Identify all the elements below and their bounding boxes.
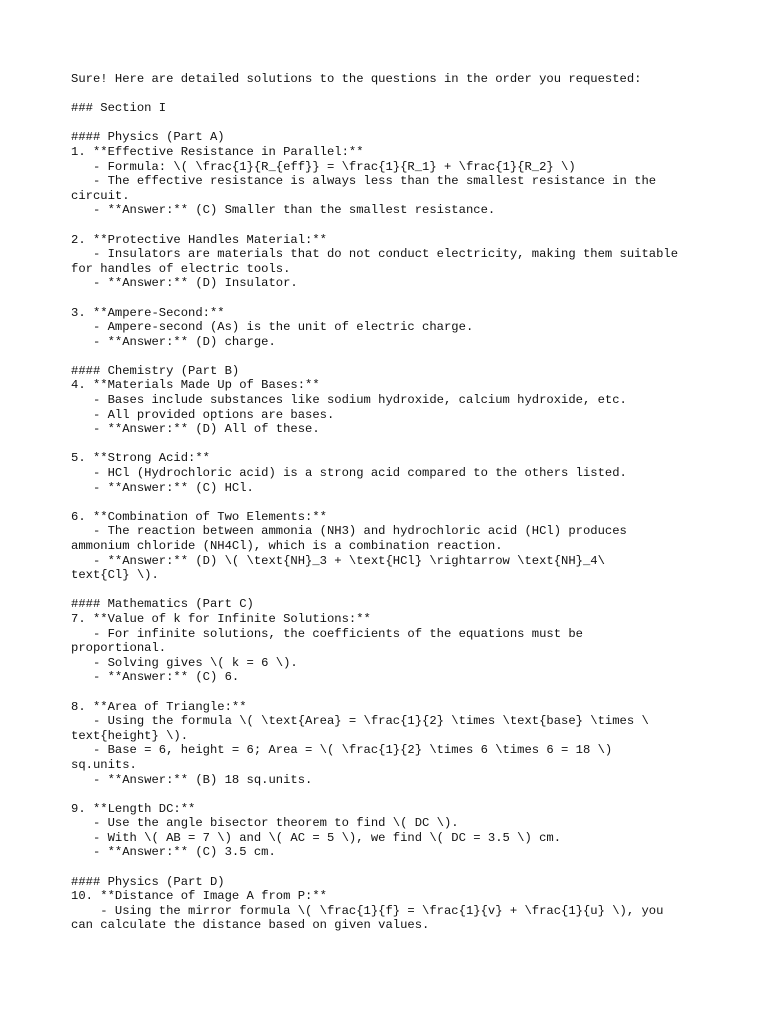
text-line: - Bases include substances like sodium hydroxide, calcium hydroxide, etc. [71, 393, 627, 408]
text-line: 5. **Strong Acid:** [71, 451, 210, 466]
text-line: - Using the formula \( \text{Area} = \frac{1}{2} \times \text{base} \times \ [71, 714, 649, 729]
text-line: sq.units. [71, 757, 137, 772]
text-line: - Using the mirror formula \( \frac{1}{f} = \frac{1}{v} + \frac{1}{u} \), you [71, 903, 664, 918]
text-line: text{height} \). [71, 728, 189, 743]
text-line [71, 437, 751, 452]
text-line: - Use the angle bisector theorem to find \( DC \). [71, 816, 459, 831]
text-line: - **Answer:** (C) HCl. [71, 480, 254, 495]
text-line [71, 860, 751, 875]
text-line: - **Answer:** (C) 3.5 cm. [71, 845, 276, 860]
text-line [71, 685, 751, 700]
text-line: - **Answer:** (D) All of these. [71, 422, 320, 437]
text-line [71, 116, 751, 131]
text-line: - Formula: \( \frac{1}{R_{eff}} = \frac{1}{R_1} + \frac{1}{R_2} \) [71, 159, 576, 174]
text-line: - **Answer:** (D) \( \text{NH}_3 + \text{HCl} \rightarrow \text{NH}_4\ [71, 553, 605, 568]
text-line: #### Mathematics (Part C) [71, 597, 254, 612]
text-line: - With \( AB = 7 \) and \( AC = 5 \), we find \( DC = 3.5 \) cm. [71, 830, 562, 845]
text-line: - Solving gives \( k = 6 \). [71, 655, 298, 670]
text-line: for handles of electric tools. [71, 261, 291, 276]
text-line: - Insulators are materials that do not conduct electricity, making them suitable [71, 247, 679, 262]
text-line: - The effective resistance is always less than the smallest resistance in the [71, 174, 657, 189]
text-line: circuit. [71, 188, 130, 203]
text-line [71, 218, 751, 233]
text-line: - For infinite solutions, the coefficients of the equations must be [71, 626, 583, 641]
text-line: - All provided options are bases. [71, 407, 335, 422]
text-line: 3. **Ampere-Second:** [71, 305, 225, 320]
text-line: #### Chemistry (Part B) [71, 363, 240, 378]
text-line [71, 495, 751, 510]
text-line: 2. **Protective Handles Material:** [71, 232, 327, 247]
text-line [71, 349, 751, 364]
text-line: #### Physics (Part D) [71, 874, 225, 889]
text-line: - **Answer:** (B) 18 sq.units. [71, 772, 313, 787]
text-line: - The reaction between ammonia (NH3) and hydrochloric acid (HCl) produces [71, 524, 627, 539]
text-line: #### Physics (Part A) [71, 130, 225, 145]
text-line: ammonium chloride (NH4Cl), which is a combination reaction. [71, 539, 503, 553]
text-line: - Base = 6, height = 6; Area = \( \frac{1}{2} \times 6 \times 6 = 18 \) [71, 743, 613, 758]
text-line: can calculate the distance based on given values. [71, 918, 430, 933]
text-line: text{Cl} \). [71, 568, 159, 583]
text-line: Sure! Here are detailed solutions to the questions in the order you requested: [71, 72, 642, 86]
text-line: - **Answer:** (C) 6. [71, 670, 240, 685]
text-line: 4. **Materials Made Up of Bases:** [71, 378, 320, 393]
text-line [71, 583, 751, 598]
text-line [71, 787, 751, 802]
text-line [71, 291, 751, 306]
text-line: 1. **Effective Resistance in Parallel:** [71, 144, 364, 159]
text-line: - Ampere-second (As) is the unit of electric charge. [71, 320, 474, 335]
text-line: - **Answer:** (C) Smaller than the smallest resistance. [71, 203, 496, 218]
text-line: ### Section I [71, 101, 167, 116]
text-line: 6. **Combination of Two Elements:** [71, 509, 327, 524]
text-line: - HCl (Hydrochloric acid) is a strong acid compared to the others listed. [71, 466, 627, 481]
text-line: - **Answer:** (D) Insulator. [71, 276, 298, 291]
text-line: 8. **Area of Triangle:** [71, 699, 247, 714]
text-line: - **Answer:** (D) charge. [71, 334, 276, 349]
text-line: 7. **Value of k for Infinite Solutions:** [71, 611, 371, 626]
text-line: 10. **Distance of Image A from P:** [71, 889, 327, 904]
text-line [71, 87, 751, 102]
document-body [71, 72, 751, 933]
text-line: 9. **Length DC:** [71, 801, 196, 816]
text-line: proportional. [71, 641, 167, 656]
